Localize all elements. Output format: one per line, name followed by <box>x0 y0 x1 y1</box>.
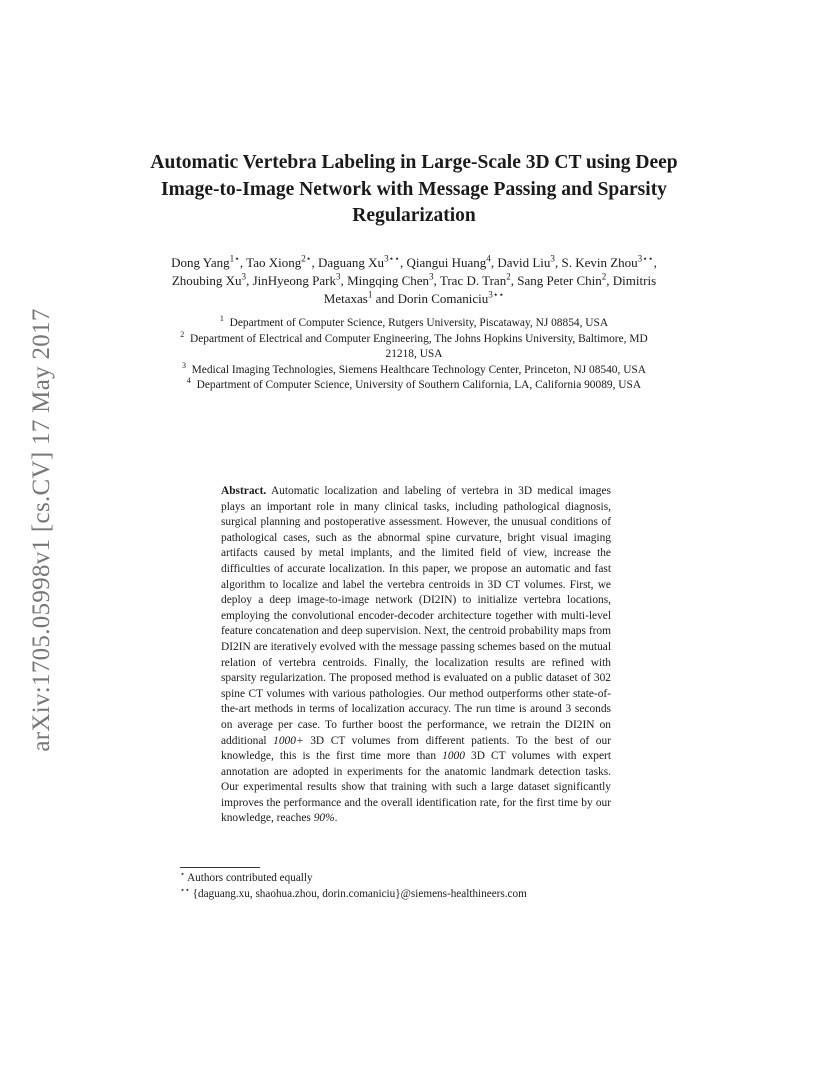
abstract-emphasis: 1000+ <box>273 734 304 747</box>
abstract-text: Automatic localization and labeling of vertebra in 3D medical images plays an important role in many clinical tasks, including pathological diagnosis, surgical planning and postoperative assessment. However, the unusual conditions of pathological cases, such as the abnormal spine curvature, bright visual imaging artifacts caused by metal implants, and the limited field of view, increase the difficulties of accurate localization. In this paper, we propose an automatic and fast algorithm to localize and label the vertebra centroids in 3D CT volumes. First, we deploy a deep image-to-image network (DI2IN) to initialize vertebra locations, employing the convolutional encoder-decoder architecture together with multi-level feature concatenation and deep supervision. Next, the centroid probability maps from DI2IN are iteratively evolved with the message passing schemes based on the mutual relation of vertebra centroids. Finally, the localization results are refined with sparsity regularization. The proposed method is evaluated on a public dataset of 302 spine CT volumes with various pathologies. Our method outperforms other state-of-the-art methods in terms of localization accuracy. The run time is around 3 seconds on average per case. To further boost the performance, we retrain the DI2IN on additional <box>221 485 611 747</box>
author-list: Dong Yang$^{1⋆}$, Tao Xiong$^{2⋆}$, Daguang $Xu^{3⋆⋆}$, Qiangui Huang$^4$, David Liu$^3$, S. Kevin Zhou$^{3⋆⋆}$, Zhoubing Xu$^3$, JinHyeong Park$^3$, Mingqing Chen$^3$, Trac D. Tran$^2$, Sang Peter Chin$^2$, Dimitris Metaxas$^1$ and Dorin Comaniciu$^{3⋆⋆}$ <box>171 253 657 306</box>
author: David Liu$^3$ <box>497 253 555 270</box>
author: Mingqing Chen$^3$ <box>347 271 434 288</box>
abstract-emphasis: 1000 <box>442 750 465 763</box>
affiliation: $^4$ Department of Computer Science, University of Southern California, LA, California 90089, USA <box>186 376 642 391</box>
author: Dimitris Metaxas$^1$ <box>323 273 657 306</box>
footnotes <box>180 871 640 902</box>
abstract-label: Abstract. <box>221 485 267 497</box>
abstract <box>221 484 611 827</box>
author: Trac D. Tran$^2$ <box>439 271 511 288</box>
author-conjunction: and <box>375 291 395 306</box>
abstract-emphasis: 90% <box>313 812 335 825</box>
author: Sang Peter Chin$^2$ <box>517 271 607 288</box>
author: JinHyeong Park$^3$ <box>252 271 341 288</box>
abstract-text: 3D CT volumes with expert annotation are adopted in experiments for the anatomic landmark detection tasks. Our experimental results show that training with such a large dataset significantly improves the performance and the overall identification rate, for the first time by our knowledge, reaches <box>221 750 611 825</box>
abstract-text: 3D CT volumes from different patients. To the best of our knowledge, this is the first time more than <box>221 734 611 763</box>
footnote-rule <box>180 867 260 868</box>
paper-title: Automatic Vertebra Labeling in Large-Scale 3D CT using Deep Image-to-Image Network with Message Passing and Sparsity Regularization <box>150 152 678 226</box>
footnote: ⋆⋆ {daguang.xu, shaohua.zhou, dorin.comaniciu}@siemens-healthineers.com <box>180 884 527 900</box>
affiliation: $^2$ Department of Electrical and Computer Engineering, The Johns Hopkins University, Baltimore, MD 21218, USA <box>180 329 648 360</box>
author: S. Kevin Zhou$^{3⋆⋆}$ <box>561 253 654 270</box>
arxiv-side-stamp <box>22 270 62 790</box>
affiliation-list <box>172 316 656 394</box>
abstract-text: . <box>334 812 338 825</box>
author: Tao Xiong$^{2⋆}$ <box>246 253 312 270</box>
author: Dorin Comaniciu$^{3⋆⋆}$ <box>397 289 505 306</box>
author: Daguang $Xu^{3⋆⋆}$ <box>317 253 400 270</box>
author: Qiangui Huang$^4$ <box>406 253 491 270</box>
affiliation: $^3$ Medical Imaging Technologies, Siemens Healthcare Technology Center, Princeton, NJ 08540, USA <box>181 360 646 376</box>
affiliation: $^1$ Department of Computer Science, Rutgers University, Piscataway, NJ 08854, USA <box>219 314 609 329</box>
arxiv-identifier: arXiv:1705.05998v1 [cs.CV] 17 May 2017 <box>28 308 55 752</box>
author: Zhoubing Xu$^3$ <box>171 271 247 288</box>
author: Dong Yang$^{1⋆}$ <box>171 253 240 270</box>
footnote: ⋆ Authors contributed equally <box>180 869 313 884</box>
